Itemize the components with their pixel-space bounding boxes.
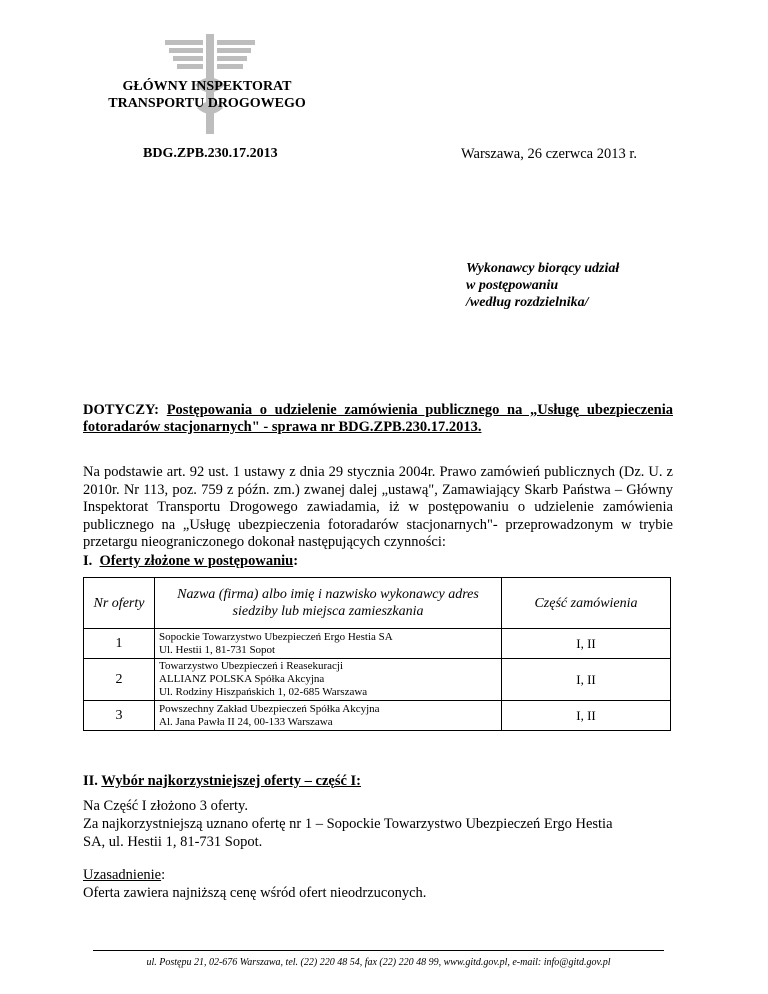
justification-colon: : <box>161 867 166 883</box>
document-date: Warszawa, 26 czerwca 2013 r. <box>461 146 637 162</box>
organization-name-line1: GŁÓWNY INSPEKTORAT <box>122 79 292 94</box>
footer-contact: ul. Postępu 21, 02-676 Warszawa, tel. (22) 220 48 54, fax (22) 220 48 99, www.gitd.gov.pl, e-mail: info@gitd.gov.pl <box>146 957 611 968</box>
section-2-title: Wybór najkorzystniejszej oferty – część I: <box>101 773 362 789</box>
subject-text: Postępowania o udzielenie zamówienia publicznego na „Usługę ubezpieczenia fotoradarów stacjonarnych" - sprawa nr BDG.ZPB.230.17.2013. <box>83 402 674 435</box>
header-contractor-name: Nazwa (firma) albo imię i nazwisko wykonawcy adres siedziby lub miejsca zamieszkania <box>155 578 502 629</box>
contractor-name-line: Powszechny Zakład Ubezpieczeń Spółka Akcyjna <box>159 702 380 715</box>
subject-block <box>83 402 673 436</box>
offers-table <box>83 577 671 731</box>
table-row <box>84 659 671 701</box>
header-order-part: Część zamówienia <box>502 578 671 629</box>
offer-number: 2 <box>84 659 155 701</box>
footer-divider <box>93 950 664 951</box>
offers-table-header-row <box>84 578 671 629</box>
section-1-title: Oferty złożone w postępowaniu <box>99 553 294 569</box>
contractor-address-line: Ul. Hestii 1, 81-731 Sopot <box>159 643 276 656</box>
section-2-body <box>83 797 683 851</box>
section-1-suffix: : <box>293 553 299 569</box>
organization-name-line2: TRANSPORTU DROGOWEGO <box>108 96 306 111</box>
contractor-name <box>155 629 502 659</box>
recipient-line2: w postępowaniu <box>466 278 559 293</box>
order-part: I, II <box>502 701 671 731</box>
justification-label: Uzasadnienie <box>83 867 162 883</box>
section-2-line: SA, ul. Hestii 1, 81-731 Sopot. <box>83 834 263 850</box>
recipient-block <box>466 260 619 311</box>
offer-number: 1 <box>84 629 155 659</box>
contractor-name <box>155 701 502 731</box>
offer-number: 3 <box>84 701 155 731</box>
contractor-address-line: Al. Jana Pawła II 24, 00-133 Warszawa <box>159 715 333 728</box>
section-2-line: Za najkorzystniejszą uznano ofertę nr 1 – Sopockie Towarzystwo Ubezpieczeń Ergo Hestia <box>83 816 613 832</box>
section-1-heading <box>83 553 298 570</box>
contractor-name <box>155 659 502 701</box>
section-2-line: Na Część I złożono 3 oferty. <box>83 798 248 814</box>
table-row <box>84 701 671 731</box>
order-part: I, II <box>502 659 671 701</box>
contractor-name-line: Sopockie Towarzystwo Ubezpieczeń Ergo Hestia SA <box>159 630 393 643</box>
subject-label: DOTYCZY: <box>83 402 160 418</box>
recipient-line1: Wykonawcy biorący udział <box>466 261 620 276</box>
table-row <box>84 629 671 659</box>
justification-block <box>83 866 683 902</box>
order-part: I, II <box>502 629 671 659</box>
section-1-number: I. <box>83 553 93 569</box>
justification-text: Oferta zawiera najniższą cenę wśród ofert nieodrzuconych. <box>83 885 427 901</box>
organization-name <box>72 78 342 112</box>
contractor-name-line: ALLIANZ POLSKA Spółka Akcyjna <box>159 673 325 685</box>
header-offer-number: Nr oferty <box>84 578 155 629</box>
intro-paragraph: Na podstawie art. 92 ust. 1 ustawy z dnia 29 stycznia 2004r. Prawo zamówień publicznych (Dz. U. z 2010r. Nr 113, poz. 759 z późn. zm.) zwanej dalej „ustawą", Zamawiający Skarb Państwa – Główny Inspektorat Transportu Drogowego zawiadamia, iż w postępowaniu o udzielenie zamówienia publicznego na „Usługę ubezpieczenia fotoradarów stacjonarnych"- przeprowadzonym w trybie przetargu nieograniczonego dokonał następujących czynności: <box>83 464 673 550</box>
section-2-heading <box>83 773 361 790</box>
contractor-address-line: Ul. Rodziny Hiszpańskich 1, 02-685 Warszawa <box>159 686 368 698</box>
recipient-line3: /według rozdzielnika/ <box>466 295 589 310</box>
section-2-number: II. <box>83 773 98 789</box>
contractor-name-line: Towarzystwo Ubezpieczeń i Reasekuracji <box>159 660 344 672</box>
document-reference: BDG.ZPB.230.17.2013 <box>143 146 278 161</box>
